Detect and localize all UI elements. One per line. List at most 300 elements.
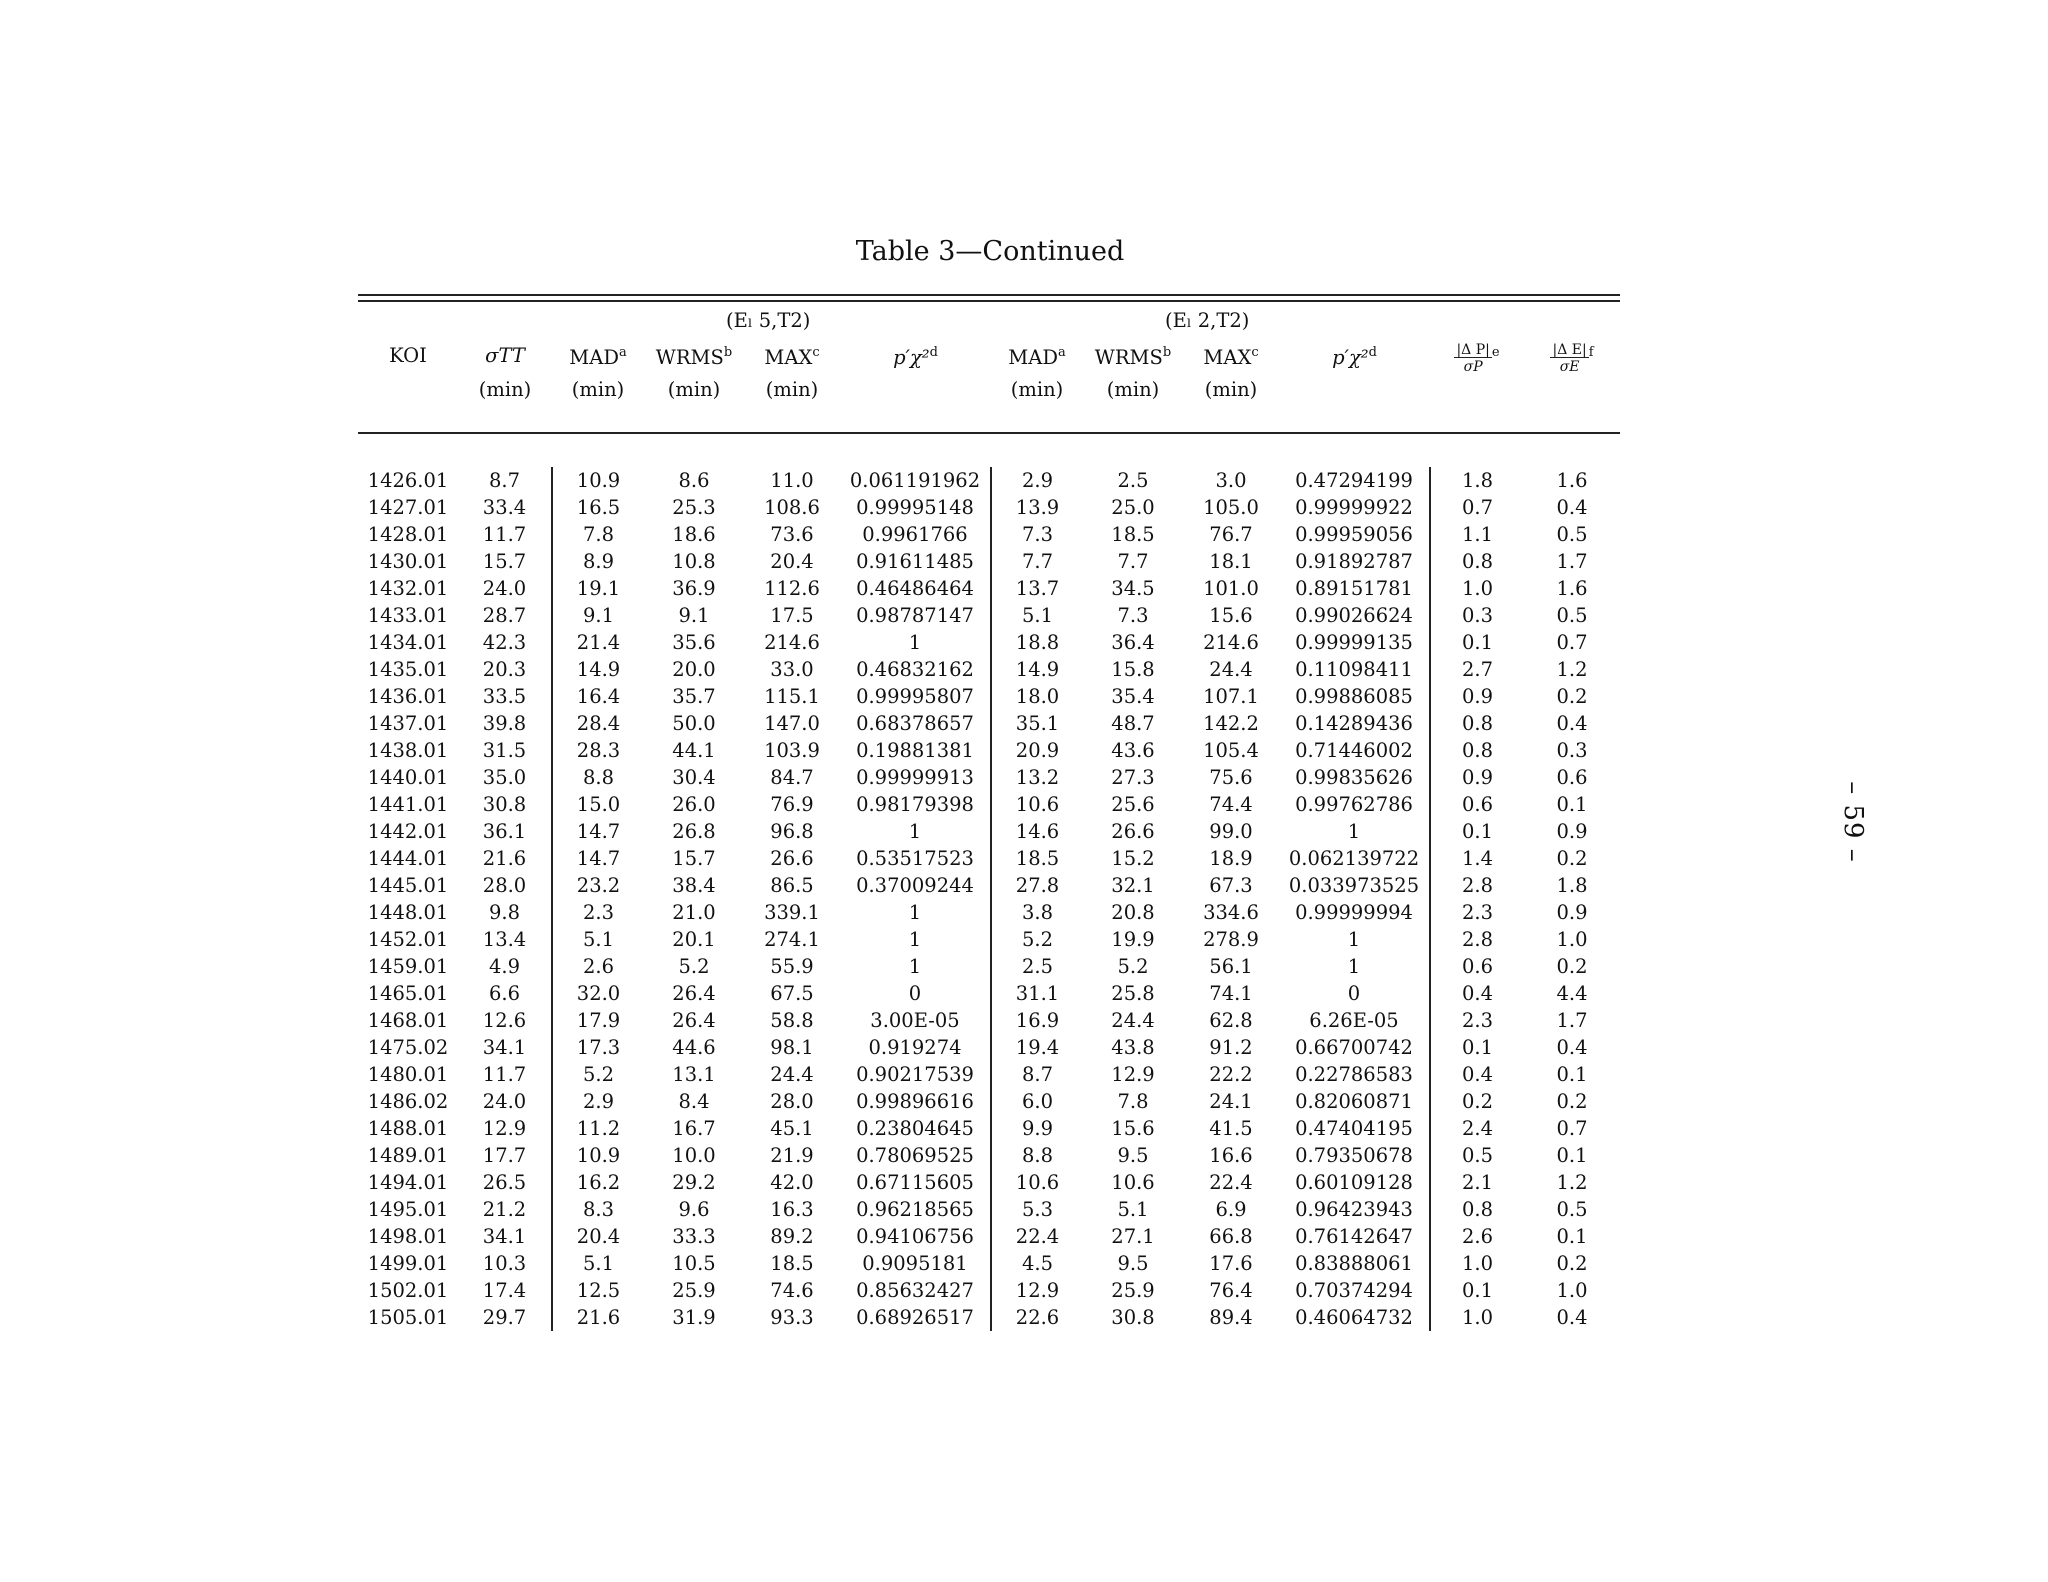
cell-koi: 1436.01 [367, 685, 449, 708]
cell-max-el2: 22.2 [1209, 1063, 1253, 1086]
table-caption: Table 3—Continued [855, 236, 1125, 267]
cell-sigma-tt: 17.7 [482, 1144, 527, 1167]
cell-max-el5: 45.1 [770, 1117, 814, 1140]
cell-wrms-el5: 29.2 [672, 1171, 716, 1194]
cell-delta-p: 0.4 [1430, 1061, 1524, 1088]
cell-koi: 1488.01 [367, 1117, 449, 1140]
table-row [358, 737, 1620, 764]
cell-max-el2: 17.6 [1209, 1252, 1253, 1275]
cell-mad-el5: 9.1 [552, 602, 644, 629]
table-row [358, 1196, 1620, 1223]
cell-p-el2: 0.22786583 [1295, 1063, 1413, 1086]
cell-max-el2: 107.1 [1203, 685, 1259, 708]
cell-koi: 1428.01 [367, 523, 449, 546]
cell-wrms-el2: 9.5 [1117, 1252, 1149, 1275]
cell-wrms-el5: 5.2 [678, 955, 710, 978]
cell-delta-p: 1.4 [1430, 845, 1524, 872]
cell-sigma-tt: 9.8 [488, 901, 520, 924]
group-el5-label: (Eₗ 5,T2) [726, 309, 811, 332]
cell-koi: 1505.01 [367, 1306, 449, 1329]
cell-max-el5: 16.3 [770, 1198, 814, 1221]
unit-wrms-2: (min) [1106, 378, 1160, 401]
cell-wrms-el5: 8.4 [678, 1090, 710, 1113]
cell-delta-p: 0.8 [1430, 1196, 1524, 1223]
cell-p-el5: 0.061191962 [849, 469, 981, 492]
cell-wrms-el2: 7.7 [1117, 550, 1149, 573]
cell-wrms-el2: 32.1 [1111, 874, 1155, 897]
cell-wrms-el5: 18.6 [672, 523, 716, 546]
cell-max-el2: 334.6 [1203, 901, 1259, 924]
cell-sigma-tt: 28.7 [482, 604, 527, 627]
cell-wrms-el2: 24.4 [1111, 1009, 1155, 1032]
cell-mad-el5: 14.7 [552, 818, 644, 845]
cell-wrms-el2: 43.6 [1111, 739, 1155, 762]
cell-wrms-el2: 10.6 [1111, 1171, 1155, 1194]
cell-sigma-tt: 35.0 [482, 766, 527, 789]
cell-p-el2: 0.062139722 [1288, 847, 1420, 870]
cell-koi: 1465.01 [367, 982, 449, 1005]
cell-delta-e: 0.7 [1556, 1117, 1588, 1140]
cell-wrms-el5: 10.0 [672, 1144, 716, 1167]
cell-sigma-tt: 15.7 [482, 550, 527, 573]
table-row [358, 656, 1620, 683]
cell-koi: 1445.01 [367, 874, 449, 897]
cell-wrms-el5: 38.4 [672, 874, 716, 897]
col-wrms: WRMS$^b$ [655, 345, 733, 369]
cell-mad-el2: 19.4 [991, 1034, 1083, 1061]
cell-wrms-el5: 35.7 [672, 685, 716, 708]
cell-wrms-el2: 48.7 [1111, 712, 1155, 735]
cell-mad-el2: 14.6 [991, 818, 1083, 845]
cell-wrms-el2: 36.4 [1111, 631, 1155, 654]
cell-max-el2: 105.4 [1203, 739, 1259, 762]
cell-mad-el2: 3.8 [991, 899, 1083, 926]
table-row [358, 1250, 1620, 1277]
cell-p-el2: 0.66700742 [1295, 1036, 1413, 1059]
cell-delta-p: 2.7 [1430, 656, 1524, 683]
cell-delta-e: 0.4 [1556, 712, 1588, 735]
page-number: – 59 – [1837, 781, 1868, 863]
cell-sigma-tt: 11.7 [482, 1063, 527, 1086]
cell-delta-e: 0.1 [1556, 1225, 1588, 1248]
cell-max-el2: 66.8 [1209, 1225, 1253, 1248]
cell-mad-el5: 14.9 [552, 656, 644, 683]
cell-koi: 1468.01 [367, 1009, 449, 1032]
cell-p-el5: 0.68926517 [856, 1306, 974, 1329]
cell-p-el2: 0.99886085 [1295, 685, 1413, 708]
cell-mad-el2: 18.8 [991, 629, 1083, 656]
unit-sigma-tt: (min) [478, 378, 532, 401]
cell-max-el2: 214.6 [1203, 631, 1259, 654]
cell-p-el2: 0.99959056 [1295, 523, 1413, 546]
cell-wrms-el2: 15.2 [1111, 847, 1155, 870]
cell-wrms-el2: 30.8 [1111, 1306, 1155, 1329]
cell-max-el5: 112.6 [764, 577, 820, 600]
cell-p-el2: 0.14289436 [1295, 712, 1413, 735]
cell-mad-el2: 31.1 [991, 980, 1083, 1007]
cell-koi: 1452.01 [367, 928, 449, 951]
cell-mad-el5: 17.3 [552, 1034, 644, 1061]
cell-koi: 1427.01 [367, 496, 449, 519]
cell-sigma-tt: 36.1 [482, 820, 527, 843]
cell-koi: 1438.01 [367, 739, 449, 762]
cell-mad-el5: 28.3 [552, 737, 644, 764]
cell-max-el2: 24.4 [1209, 658, 1253, 681]
cell-p-el2: 0.83888061 [1295, 1252, 1413, 1275]
cell-mad-el2: 22.6 [991, 1304, 1083, 1331]
cell-max-el2: 91.2 [1209, 1036, 1253, 1059]
col-koi: KOI [389, 343, 427, 367]
cell-mad-el5: 23.2 [552, 872, 644, 899]
cell-p-el5: 0.98179398 [856, 793, 974, 816]
cell-p-el5: 0.37009244 [856, 874, 974, 897]
cell-mad-el2: 13.7 [991, 575, 1083, 602]
cell-p-el5: 0.53517523 [856, 847, 974, 870]
cell-p-el5: 0.85632427 [856, 1279, 974, 1302]
cell-max-el2: 18.1 [1209, 550, 1253, 573]
cell-mad-el5: 10.9 [552, 467, 644, 494]
table-row [358, 980, 1620, 1007]
table-row [358, 1061, 1620, 1088]
table-row [358, 1007, 1620, 1034]
cell-sigma-tt: 26.5 [482, 1171, 527, 1194]
cell-wrms-el5: 10.5 [672, 1252, 716, 1275]
table-row [358, 818, 1620, 845]
cell-mad-el5: 19.1 [552, 575, 644, 602]
cell-mad-el5: 17.9 [552, 1007, 644, 1034]
cell-p-el5: 0.46486464 [856, 577, 974, 600]
cell-wrms-el5: 33.3 [672, 1225, 716, 1248]
cell-sigma-tt: 24.0 [482, 577, 527, 600]
cell-mad-el2: 5.2 [991, 926, 1083, 953]
cell-p-el5: 1 [908, 928, 922, 951]
cell-max-el5: 58.8 [770, 1009, 814, 1032]
cell-wrms-el5: 25.3 [672, 496, 716, 519]
cell-delta-p: 1.0 [1430, 1250, 1524, 1277]
col-p-chi2-2: p′χ²$^d$ [1332, 345, 1377, 369]
cell-mad-el5: 11.2 [552, 1115, 644, 1142]
cell-mad-el5: 2.3 [552, 899, 644, 926]
cell-delta-e: 0.4 [1556, 1306, 1588, 1329]
cell-max-el2: 22.4 [1209, 1171, 1253, 1194]
cell-sigma-tt: 34.1 [482, 1225, 527, 1248]
cell-sigma-tt: 10.3 [482, 1252, 527, 1275]
cell-wrms-el2: 25.0 [1111, 496, 1155, 519]
cell-max-el2: 15.6 [1209, 604, 1253, 627]
cell-mad-el5: 21.4 [552, 629, 644, 656]
cell-delta-p: 1.8 [1430, 467, 1524, 494]
cell-p-el5: 0.78069525 [856, 1144, 974, 1167]
cell-wrms-el2: 2.5 [1117, 469, 1149, 492]
cell-p-el2: 0.79350678 [1295, 1144, 1413, 1167]
cell-mad-el5: 7.8 [552, 521, 644, 548]
cell-delta-e: 0.1 [1556, 1144, 1588, 1167]
cell-p-el2: 1 [1347, 955, 1361, 978]
cell-mad-el2: 20.9 [991, 737, 1083, 764]
cell-sigma-tt: 21.6 [482, 847, 527, 870]
cell-max-el5: 84.7 [770, 766, 814, 789]
cell-delta-p: 0.8 [1430, 548, 1524, 575]
cell-max-el2: 41.5 [1209, 1117, 1253, 1140]
cell-koi: 1444.01 [367, 847, 449, 870]
cell-p-el5: 1 [908, 955, 922, 978]
cell-p-el2: 0.99999994 [1295, 901, 1413, 924]
cell-mad-el5: 21.6 [552, 1304, 644, 1331]
cell-sigma-tt: 6.6 [488, 982, 520, 1005]
cell-max-el5: 115.1 [764, 685, 820, 708]
cell-delta-p: 0.9 [1430, 683, 1524, 710]
cell-mad-el5: 2.9 [552, 1088, 644, 1115]
cell-mad-el5: 14.7 [552, 845, 644, 872]
cell-koi: 1494.01 [367, 1171, 449, 1194]
cell-mad-el5: 15.0 [552, 791, 644, 818]
table-row [358, 764, 1620, 791]
cell-max-el2: 16.6 [1209, 1144, 1253, 1167]
cell-koi: 1499.01 [367, 1252, 449, 1275]
cell-wrms-el5: 20.1 [672, 928, 716, 951]
cell-koi: 1437.01 [367, 712, 449, 735]
cell-mad-el2: 7.7 [991, 548, 1083, 575]
table-row [358, 467, 1620, 494]
cell-delta-e: 0.3 [1556, 739, 1588, 762]
cell-p-el5: 0.46832162 [856, 658, 974, 681]
cell-delta-p: 0.6 [1430, 953, 1524, 980]
cell-wrms-el5: 15.7 [672, 847, 716, 870]
cell-delta-p: 0.1 [1430, 1034, 1524, 1061]
cell-mad-el2: 9.9 [991, 1115, 1083, 1142]
cell-delta-e: 1.6 [1556, 469, 1588, 492]
cell-delta-p: 0.2 [1430, 1088, 1524, 1115]
cell-p-el2: 0.11098411 [1295, 658, 1413, 681]
col-max-2: MAX$^c$ [1203, 345, 1259, 369]
cell-delta-p: 0.8 [1430, 710, 1524, 737]
cell-delta-e: 0.2 [1556, 685, 1588, 708]
cell-delta-p: 1.0 [1430, 575, 1524, 602]
cell-p-el2: 6.26E-05 [1309, 1009, 1399, 1032]
unit-wrms: (min) [667, 378, 721, 401]
cell-mad-el2: 16.9 [991, 1007, 1083, 1034]
cell-max-el5: 11.0 [770, 469, 814, 492]
col-mad-2: MAD$^a$ [1008, 345, 1066, 369]
cell-delta-e: 1.8 [1556, 874, 1588, 897]
cell-p-el5: 0.23804645 [856, 1117, 974, 1140]
cell-p-el5: 0.9961766 [862, 523, 968, 546]
cell-delta-e: 0.2 [1556, 1090, 1588, 1113]
cell-p-el5: 1 [908, 901, 922, 924]
cell-max-el5: 214.6 [764, 631, 820, 654]
cell-max-el5: 28.0 [770, 1090, 814, 1113]
cell-p-el5: 0.99995148 [856, 496, 974, 519]
cell-mad-el5: 2.6 [552, 953, 644, 980]
cell-delta-e: 0.6 [1556, 766, 1588, 789]
cell-wrms-el2: 5.1 [1117, 1198, 1149, 1221]
cell-max-el5: 67.5 [770, 982, 814, 1005]
cell-mad-el5: 10.9 [552, 1142, 644, 1169]
cell-sigma-tt: 17.4 [482, 1279, 527, 1302]
cell-mad-el5: 5.2 [552, 1061, 644, 1088]
cell-p-el5: 0.99896616 [856, 1090, 974, 1113]
cell-max-el5: 24.4 [770, 1063, 814, 1086]
cell-p-el2: 0.60109128 [1295, 1171, 1413, 1194]
cell-sigma-tt: 4.9 [488, 955, 520, 978]
cell-wrms-el2: 35.4 [1111, 685, 1155, 708]
cell-mad-el2: 5.1 [991, 602, 1083, 629]
cell-wrms-el2: 20.8 [1111, 901, 1155, 924]
cell-p-el5: 0.90217539 [856, 1063, 974, 1086]
cell-sigma-tt: 13.4 [482, 928, 527, 951]
cell-mad-el5: 16.2 [552, 1169, 644, 1196]
cell-delta-e: 0.2 [1556, 847, 1588, 870]
cell-wrms-el5: 26.0 [672, 793, 716, 816]
table-row [358, 953, 1620, 980]
cell-mad-el5: 8.3 [552, 1196, 644, 1223]
cell-max-el5: 73.6 [770, 523, 814, 546]
cell-max-el5: 93.3 [770, 1306, 814, 1329]
cell-mad-el2: 8.7 [991, 1061, 1083, 1088]
cell-delta-p: 0.1 [1430, 818, 1524, 845]
cell-mad-el5: 8.8 [552, 764, 644, 791]
cell-koi: 1480.01 [367, 1063, 449, 1086]
cell-mad-el5: 20.4 [552, 1223, 644, 1250]
cell-max-el2: 278.9 [1203, 928, 1259, 951]
cell-mad-el2: 2.9 [991, 467, 1083, 494]
cell-delta-p: 0.1 [1430, 1277, 1524, 1304]
cell-delta-e: 0.5 [1556, 604, 1588, 627]
cell-delta-p: 2.3 [1430, 1007, 1524, 1034]
cell-wrms-el5: 10.8 [672, 550, 716, 573]
table-row [358, 602, 1620, 629]
cell-wrms-el2: 12.9 [1111, 1063, 1155, 1086]
cell-max-el2: 62.8 [1209, 1009, 1253, 1032]
cell-delta-p: 0.6 [1430, 791, 1524, 818]
cell-delta-p: 0.7 [1430, 494, 1524, 521]
cell-delta-e: 1.7 [1556, 1009, 1588, 1032]
cell-koi: 1498.01 [367, 1225, 449, 1248]
cell-p-el2: 0.76142647 [1295, 1225, 1413, 1248]
cell-p-el2: 0.033973525 [1288, 874, 1420, 897]
cell-mad-el2: 6.0 [991, 1088, 1083, 1115]
cell-max-el5: 55.9 [770, 955, 814, 978]
cell-max-el2: 101.0 [1203, 577, 1259, 600]
cell-wrms-el2: 19.9 [1111, 928, 1155, 951]
cell-mad-el5: 8.9 [552, 548, 644, 575]
cell-p-el2: 0.47404195 [1295, 1117, 1413, 1140]
cell-max-el5: 274.1 [764, 928, 820, 951]
cell-max-el2: 18.9 [1209, 847, 1253, 870]
cell-koi: 1432.01 [367, 577, 449, 600]
cell-koi: 1448.01 [367, 901, 449, 924]
cell-p-el5: 0.91611485 [856, 550, 974, 573]
cell-max-el2: 76.4 [1209, 1279, 1253, 1302]
cell-p-el2: 0.47294199 [1295, 469, 1413, 492]
cell-p-el5: 1 [908, 631, 922, 654]
table-header [358, 305, 1620, 440]
cell-mad-el2: 4.5 [991, 1250, 1083, 1277]
col-delta-p: $\frac{\text{|Δ P|}}{\sigma P}$ $^e$ [1456, 342, 1500, 375]
cell-delta-e: 0.7 [1556, 631, 1588, 654]
cell-p-el2: 1 [1347, 820, 1361, 843]
table-row [358, 521, 1620, 548]
cell-max-el5: 103.9 [764, 739, 820, 762]
cell-delta-e: 1.6 [1556, 577, 1588, 600]
cell-max-el5: 86.5 [770, 874, 814, 897]
cell-delta-e: 0.2 [1556, 1252, 1588, 1275]
table-row [358, 1115, 1620, 1142]
col-mad: MAD$^a$ [569, 345, 627, 369]
col-max: MAX$^c$ [764, 345, 820, 369]
cell-wrms-el2: 7.8 [1117, 1090, 1149, 1113]
cell-delta-p: 0.8 [1430, 737, 1524, 764]
cell-wrms-el2: 25.6 [1111, 793, 1155, 816]
cell-max-el5: 96.8 [770, 820, 814, 843]
table-row [358, 845, 1620, 872]
cell-max-el2: 89.4 [1209, 1306, 1253, 1329]
cell-wrms-el5: 30.4 [672, 766, 716, 789]
cell-wrms-el5: 31.9 [672, 1306, 716, 1329]
cell-sigma-tt: 33.4 [482, 496, 527, 519]
cell-sigma-tt: 34.1 [482, 1036, 527, 1059]
cell-max-el5: 108.6 [764, 496, 820, 519]
cell-p-el2: 0.99762786 [1295, 793, 1413, 816]
cell-mad-el5: 5.1 [552, 1250, 644, 1277]
cell-koi: 1495.01 [367, 1198, 449, 1221]
cell-mad-el5: 32.0 [552, 980, 644, 1007]
table-row [358, 1088, 1620, 1115]
cell-sigma-tt: 24.0 [482, 1090, 527, 1113]
cell-max-el5: 20.4 [770, 550, 814, 573]
cell-p-el5: 0.96218565 [856, 1198, 974, 1221]
cell-p-el2: 0.99835626 [1295, 766, 1413, 789]
cell-p-el5: 0.99995807 [856, 685, 974, 708]
cell-wrms-el2: 9.5 [1117, 1144, 1149, 1167]
cell-mad-el2: 7.3 [991, 521, 1083, 548]
cell-koi: 1502.01 [367, 1279, 449, 1302]
cell-delta-e: 1.2 [1556, 1171, 1588, 1194]
cell-delta-e: 0.5 [1556, 523, 1588, 546]
cell-max-el5: 18.5 [770, 1252, 814, 1275]
table-row [358, 683, 1620, 710]
cell-koi: 1489.01 [367, 1144, 449, 1167]
cell-max-el2: 67.3 [1209, 874, 1253, 897]
cell-koi: 1433.01 [367, 604, 449, 627]
cell-sigma-tt: 30.8 [482, 793, 527, 816]
cell-max-el5: 42.0 [770, 1171, 814, 1194]
cell-mad-el5: 28.4 [552, 710, 644, 737]
cell-sigma-tt: 8.7 [488, 469, 520, 492]
cell-delta-p: 1.0 [1430, 1304, 1524, 1331]
cell-koi: 1434.01 [367, 631, 449, 654]
cell-p-el2: 0.91892787 [1295, 550, 1413, 573]
cell-max-el2: 6.9 [1215, 1198, 1247, 1221]
col-sigma-tt: σTT [485, 343, 525, 367]
cell-delta-p: 0.4 [1430, 980, 1524, 1007]
cell-p-el2: 0.71446002 [1295, 739, 1413, 762]
cell-p-el2: 0.46064732 [1295, 1306, 1413, 1329]
cell-wrms-el2: 43.8 [1111, 1036, 1155, 1059]
table-row [358, 710, 1620, 737]
cell-max-el5: 74.6 [770, 1279, 814, 1302]
cell-koi: 1475.02 [367, 1036, 449, 1059]
cell-sigma-tt: 42.3 [482, 631, 527, 654]
cell-wrms-el5: 8.6 [678, 469, 710, 492]
cell-koi: 1430.01 [367, 550, 449, 573]
cell-max-el2: 142.2 [1203, 712, 1259, 735]
unit-mad-2: (min) [1010, 378, 1064, 401]
cell-mad-el2: 12.9 [991, 1277, 1083, 1304]
cell-wrms-el2: 15.8 [1111, 658, 1155, 681]
cell-wrms-el5: 26.8 [672, 820, 716, 843]
cell-wrms-el5: 9.6 [678, 1198, 710, 1221]
